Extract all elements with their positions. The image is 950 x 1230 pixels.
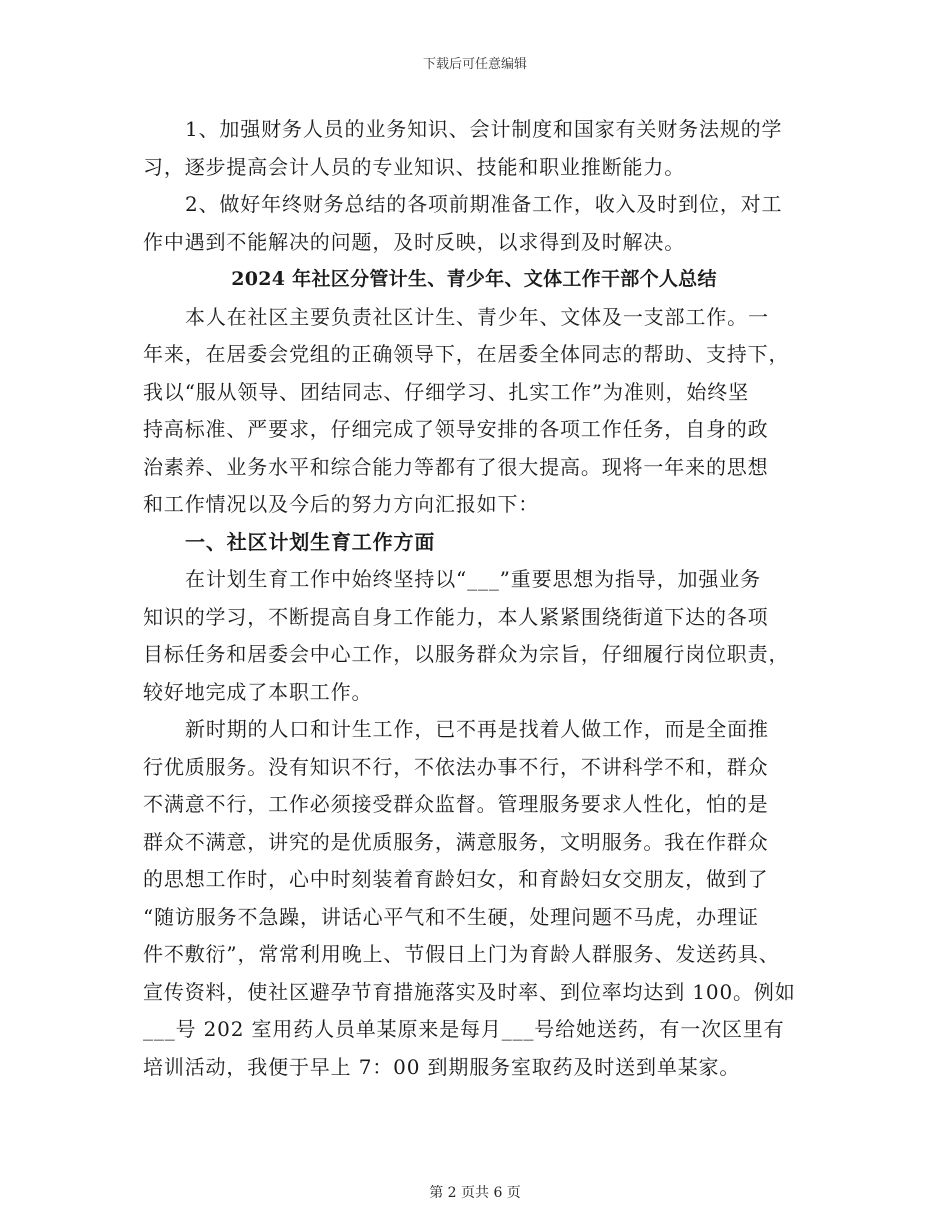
page-footer: 第 2 页共 6 页 (429, 1185, 521, 1201)
paragraph (143, 561, 805, 711)
subsection-heading (143, 524, 805, 562)
text-line: 不满意不行，工作必须接受群众监督。管理服务要求人性化，怕的是 (143, 792, 769, 816)
text-line: 目标任务和居委会中心工作，以服务群众为宗旨，仔细履行岗位职责， (143, 642, 790, 666)
text-line: 知识的学习，不断提高自身工作能力，本人紧紧围绕街道下达的各项 (143, 604, 769, 629)
text-line: 的思想工作时，心中时刻装着育龄妇女，和育龄妇女交朋友，做到了 (143, 867, 769, 891)
text-line: 本人在社区主要负责社区计生、青少年、文体及一支部工作。一 (185, 304, 769, 329)
text-line: 在计划生育工作中始终坚持以“___”重要思想为指导，加强业务 (185, 567, 761, 591)
page-header: 下载后可任意编辑 (422, 57, 527, 72)
text-line: ___号 202 室用药人员单某原来是每月___号给她送药，有一次区里有 (143, 1017, 785, 1041)
text-line: 作中遇到不能解决的问题，及时反映，以求得到及时解决。 (143, 229, 686, 254)
text-line: 年来，在居委会党组的正确领导下，在居委全体同志的帮助、支持下， (143, 342, 790, 366)
section-title: 2024 年社区分管计生、青少年、文体工作干部个人总结 (231, 268, 717, 290)
text-line: 件不敷衍”，常常利用晚上、节假日上门为育龄人群服务、发送药具、 (143, 942, 780, 966)
text-line: 习，逐步提高会计人员的专业知识、技能和职业推断能力。 (143, 154, 686, 179)
text-line: 宣传资料，使社区避孕节育措施落实及时率、到位率均达到 100。例如 (143, 979, 796, 1004)
text-line: 行优质服务。没有知识不行，不依法办事不行，不讲科学不和，群众 (143, 754, 769, 779)
paragraph (143, 111, 805, 186)
document-body (143, 111, 805, 1086)
text-line: 和工作情况以及今后的努力方向汇报如下： (143, 492, 540, 516)
text-line: 较好地完成了本职工作。 (143, 679, 373, 704)
paragraph (143, 299, 805, 524)
text-line: 新时期的人口和计生工作，已不再是找着人做工作，而是全面推 (185, 717, 769, 741)
text-line: 治素养、业务水平和综合能力等都有了很大提高。现将一年来的思想 (143, 454, 769, 479)
text-line: 一、社区计划生育工作方面 (185, 529, 436, 554)
text-line: 2、做好年终财务总结的各项前期准备工作，收入及时到位，对工 (185, 192, 783, 216)
text-line: 1、加强财务人员的业务知识、会计制度和国家有关财务法规的学 (185, 117, 783, 141)
paragraph (143, 186, 805, 261)
text-line: 群众不满意，讲究的是优质服务，满意服务，文明服务。我在作群众 (143, 829, 769, 854)
text-line: 我以“服从领导、团结同志、仔细学习、扎实工作”为准则，始终坚 (143, 379, 749, 404)
text-line: 培训活动，我便于早上 7：00 到期服务室取药及时送到单某家。 (143, 1054, 741, 1079)
text-line: “随访服务不急躁，讲话心平气和不生硬，处理问题不马虎，办理证 (143, 904, 759, 929)
paragraph (143, 711, 805, 1086)
text-line: 持高标准、严要求，仔细完成了领导安排的各项工作任务，自身的政 (143, 417, 769, 441)
